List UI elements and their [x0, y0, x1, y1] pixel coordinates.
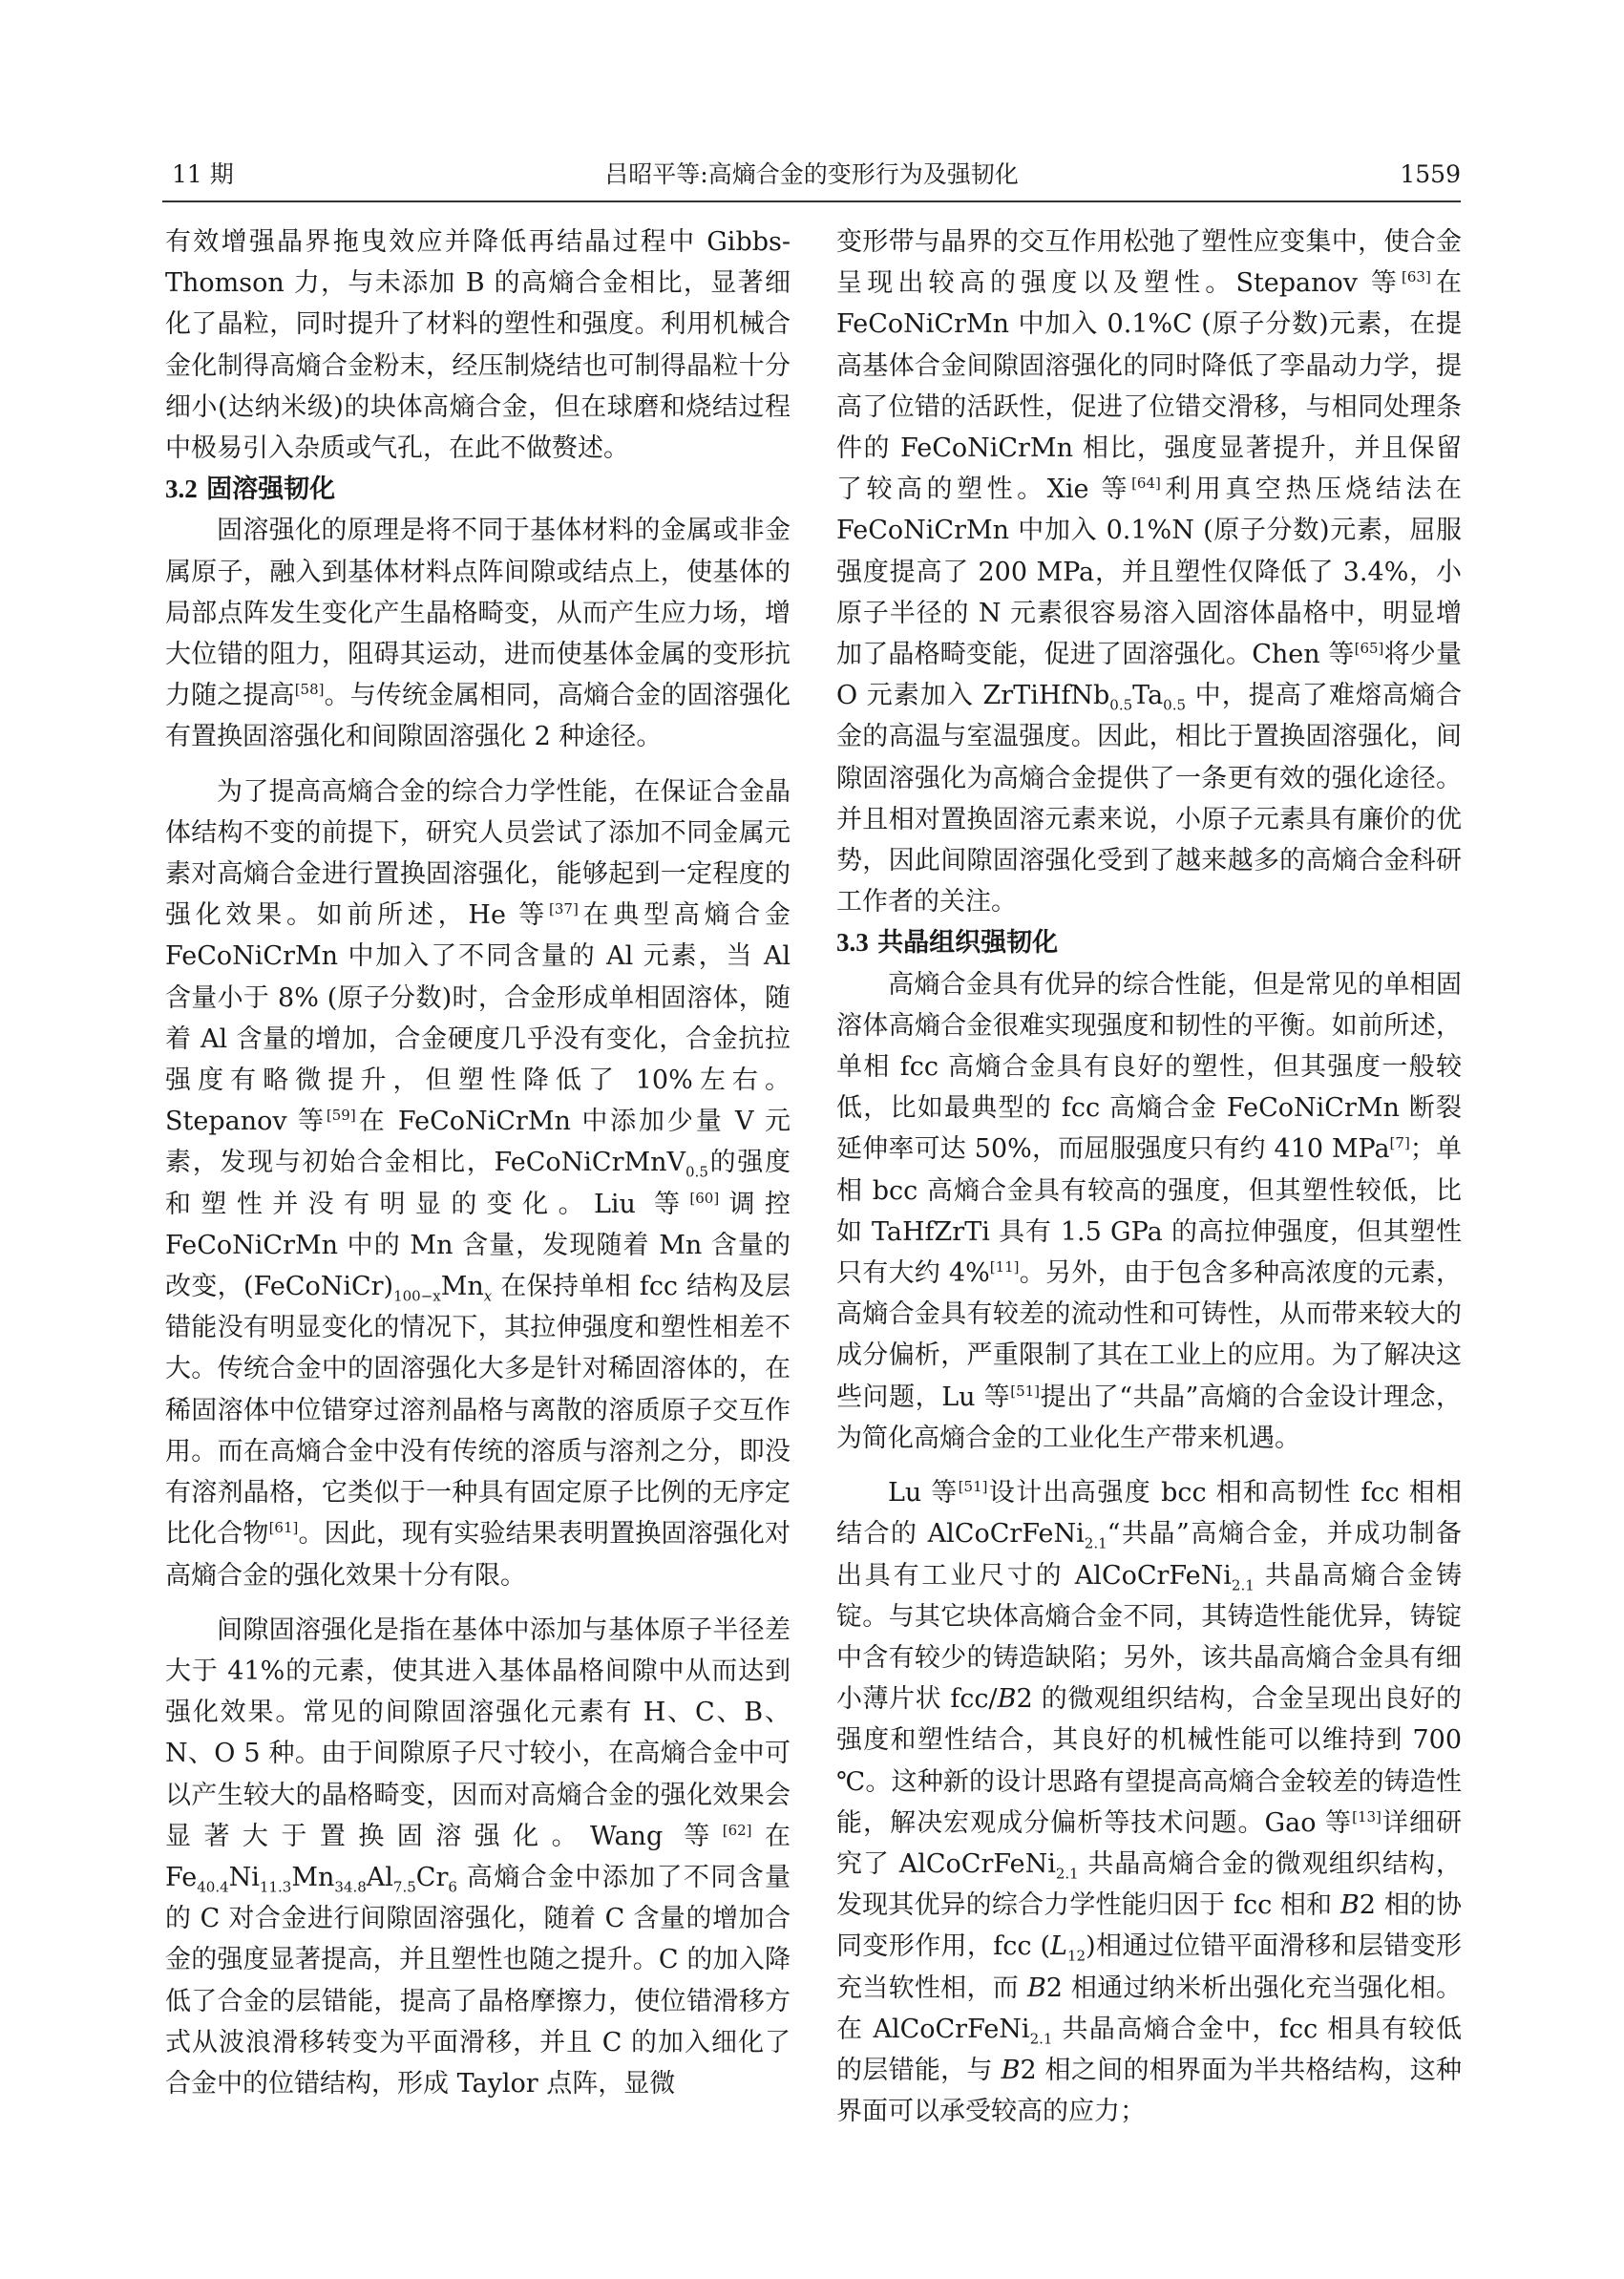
section-heading-3-2: 3.2 固溶强韧化	[165, 475, 336, 505]
left-column	[165, 222, 791, 2104]
page-number: 1559	[1400, 160, 1461, 188]
section-heading-3-3: 3.3 共晶组织强韧化	[836, 928, 1059, 959]
right-column	[836, 222, 1462, 2132]
citation[interactable]: [37]	[549, 900, 579, 918]
running-header	[162, 160, 1461, 199]
citation[interactable]: [58]	[294, 681, 325, 699]
paragraph: Lu 等[51]设计出高强度 bcc 相和高韧性 fcc 相相结合的 AlCoCrFeNi$_{2.1}$“共晶”高熵合金，并成功制备出具有工业尺寸的 AlCoCrFeNi$_{2.1}$ 共晶高熵合金铸锭。与其它块体高熵合金不同，其铸造性能优异，铸锭中含有较少的铸造缺陷；另外，该共晶高熵合金具有细小薄片状 fcc/B2 的微观组织结构，合金呈现出良好的强度和塑性结合，其良好的机械性能可以维持到 700 ℃。这种新的设计思路有望提高高熵合金较差的铸造性能，解决宏观成分偏析等技术问题。Gao 等[13]详细研究了 AlCoCrFeNi$_{2.1}$ 共晶高熵合金的微观组织结构，发现其优异的综合力学性能归因于 fcc 相和 B2 相的协同变形作用，fcc $(L_{12})$相通过位错平面滑移和层错变形充当软性相，而 B2 相通过纳米析出强化充当强化相。在 AlCoCrFeNi$_{2.1}$ 共晶高熵合金中，fcc 相具有较低的层错能，与 B2 相之间的相界面为半共格结构，这种界面可以承受较高的应力；	[836, 1478, 1463, 2127]
paragraph: 高熵合金具有优异的综合性能，但是常见的单相固溶体高熵合金很难实现强度和韧性的平衡。如前所述，单相 fcc 高熵合金具有良好的塑性，但其强度一般较低，比如最典型的 fcc 高熵合金 FeCoNiCrMn 断裂延伸率可达 50%，而屈服强度只有约 410 MPa[7]；单相 bcc 高熵合金具有较高的强度，但其塑性较低，比如 TaHfZrTi 具有 1.5 GPa 的高拉伸强度，但其塑性只有大约 4%[11]。另外，由于包含多种高浓度的元素，高熵合金具有较差的流动性和可铸性，从而带来较大的成分偏析，严重限制了其在工业上的应用。为了解决这些问题，Lu 等[51]提出了“共晶”高熵的合金设计理念，为简化高熵合金的工业化生产带来机遇。	[836, 969, 1462, 1453]
citation[interactable]: [13]	[1352, 1807, 1381, 1825]
citation[interactable]: [61]	[268, 1519, 299, 1537]
citation[interactable]: [62]	[722, 1821, 752, 1839]
citation[interactable]: [64]	[1131, 475, 1161, 493]
citation[interactable]: [63]	[1402, 268, 1431, 286]
paragraph: 为了提高高熵合金的综合力学性能，在保证合金晶体结构不变的前提下，研究人员尝试了添加不同金属元素对高熵合金进行置换固溶强化，能够起到一定程度的强化效果。如前所述，He 等[37]在典型高熵合金 FeCoNiCrMn 中加入了不同含量的 Al 元素，当 Al 含量小于 8% (原子分数)时，合金形成单相固溶体，随着 Al 含量的增加，合金硬度几乎没有变化，合金抗拉强度有略微提升，但塑性降低了 10%左右。Stepanov 等[59]在 FeCoNiCrMn 中添加少量 V 元素，发现与初始合金相比，FeCoNiCrMnV$_{0.5}$的强度和塑性并没有明显的变化。Liu 等[60]调控 FeCoNiCrMn 中的 Mn 含量，发现随着 Mn 含量的改变，$(FeCoNiCr)_{100-x}Mn_x$ 在保持单相 fcc 结构及层错能没有明显变化的情况下，其拉伸强度和塑性相差不大。传统合金中的固溶强化大多是针对稀固溶体的，在稀固溶体中位错穿过溶剂晶格与离散的溶质原子交互作用。而在高熵合金中没有传统的溶质与溶剂之分，即没有溶剂晶格，它类似于一种具有固定原子比例的无序定比化合物[61]。因此，现有实验结果表明置换固溶强化对高熵合金的强化效果十分有限。	[165, 776, 791, 1591]
citation[interactable]: [11]	[989, 1258, 1020, 1277]
citation[interactable]: [65]	[1354, 640, 1384, 658]
paragraph: 固溶强化的原理是将不同于基体材料的金属或非金属原子，融入到基体材料点阵间隙或结点上，使基体的局部点阵发生变化产生晶格畸变，从而产生应力场，增大位错的阻力，阻碍其运动，进而使基体金属的变形抗力随之提高[58]。与传统金属相同，高熵合金的固溶强化有置换固溶强化和间隙固溶强化 2 种途径。	[165, 516, 791, 752]
running-title: 吕昭平等:高熵合金的变形行为及强韧化	[604, 160, 1019, 188]
paragraph: 间隙固溶强化是指在基体中添加与基体原子半径差大于 41%的元素，使其进入基体晶格间隙中从而达到强化效果。常见的间隙固溶强化元素有 H、C、B、N、O 5 种。由于间隙原子尺寸较小，在高熵合金中可以产生较大的晶格畸变，因而对高熵合金的强化效果会显著大于置换固溶强化。Wang 等[62]在 $Fe_{40.4}Ni_{11.3}Mn_{34.8}Al_{7.5}Cr_6$ 高熵合金中添加了不同含量的 C 对合金进行间隙固溶强化，随着 C 含量的增加合金的强度显著提高，并且塑性也随之提升。C 的加入降低了合金的层错能，提高了晶格摩擦力，使位错滑移方式从波浪滑移转变为平面滑移，并且 C 的加入细化了合金中的位错结构，形成 Taylor 点阵，显微	[165, 1614, 791, 2099]
issue-label: 11 期	[172, 160, 234, 188]
citation[interactable]: [7]	[1389, 1134, 1410, 1152]
header-rule	[162, 200, 1461, 202]
citation[interactable]: [51]	[958, 1478, 988, 1496]
paragraph: 变形带与晶界的交互作用松弛了塑性应变集中，使合金呈现出较高的强度以及塑性。Stepanov 等[63]在 FeCoNiCrMn 中加入 0.1%C (原子分数)元素，在提高基体合金间隙固溶强化的同时降低了孪晶动力学，提高了位错的活跃性，促进了位错交滑移，与相同处理条件的 FeCoNiCrMn 相比，强度显著提升，并且保留了较高的塑性。Xie 等[64]利用真空热压烧结法在 FeCoNiCrMn 中加入 0.1%N (原子分数)元素，屈服强度提高了 200 MPa，并且塑性仅降低了 3.4%，小原子半径的 N 元素很容易溶入固溶体晶格中，明显增加了晶格畸变能，促进了固溶强化。Chen 等[65]将少量 O 元素加入 $ZrTiHfNb_{0.5}Ta_{0.5}$ 中，提高了难熔高熵合金的高温与室温强度。因此，相比于置换固溶强化，间隙固溶强化为高熵合金提供了一条更有效的强化途径。并且相对置换固溶元素来说，小原子元素具有廉价的优势，因此间隙固溶强化受到了越来越多的高熵合金科研工作者的关注。	[836, 227, 1463, 918]
citation[interactable]: [60]	[689, 1189, 720, 1207]
citation[interactable]: [51]	[1010, 1382, 1041, 1400]
paragraph: 有效增强晶界拖曳效应并降低再结晶过程中 Gibbs-Thomson 力，与未添加 B 的高熵合金相比，显著细化了晶粒，同时提升了材料的塑性和强度。利用机械合金化制得高熵合金粉末，经压制烧结也可制得晶粒十分细小(达纳米级)的块体高熵合金，但在球磨和烧结过程中极易引入杂质或气孔，在此不做赘述。	[165, 227, 791, 464]
citation[interactable]: [59]	[326, 1107, 356, 1125]
